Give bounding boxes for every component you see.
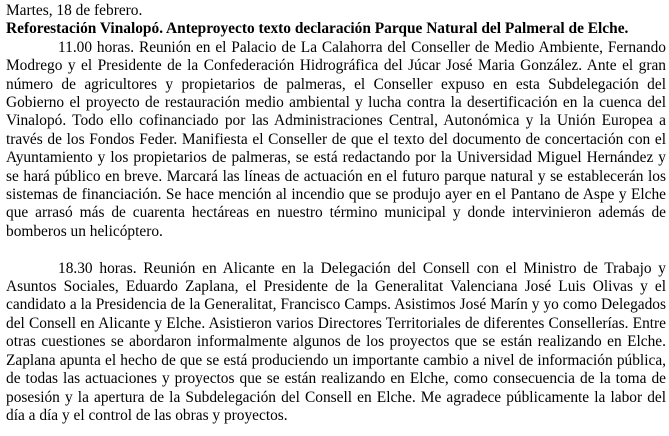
paragraph-morning-meeting: 11.00 horas. Reunión en el Palacio de La Calahorra del Conseller de Medio Ambiente, Fernando Modrego y el Presidente de la Confederación Hidrográfica del Júcar José Maria González. Ante el gran número de agricultores y propietarios de palmeras, el Conseller expuso en esta Subdelegación del Gobierno el proyecto de restauración medio ambiental y lucha contra la desertificación en la cuenca del Vinalopó. Todo ello cofinanciado por las Administraciones Central, Autonómica y la Unión Europea a través de los Fondos Feder. Manifiesta el Conseller de que el texto del documento de concertación con el Ayuntamiento y los propietarios de palmeras, se está redactando por la Universidad Miguel Hernández y se hará público en breve. Marcará las líneas de actuación en el futuro parque natural y se establecerán los sistemas de financiación. Se hace mención al incendio que se produjo ayer en el Pantano de Aspe y Elche que arrasó más de cuarenta hectáreas en nuestro término municipal y donde intervinieron además de bomberos un helicóptero. (6, 38, 666, 240)
entry-date: Martes, 18 de febrero. (6, 2, 143, 19)
document-page (6, 2, 666, 425)
entry-heading: Reforestación Vinalopó. Anteproyecto texto declaración Parque Natural del Palmeral de Elche. (6, 20, 629, 38)
paragraph-evening-meeting: 18.30 horas. Reunión en Alicante en la Delegación del Consell con el Ministro de Trabajo y Asuntos Sociales, Eduardo Zaplana, el Presidente de la Generalitat Valenciana José Luis Olivas y el candidato a la Presidencia de la Generalitat, Francisco Camps. Asistimos José Marín y yo como Delegados del Consell en Alicante y Elche. Asistieron varios Directores Territoriales de diferentes Consellerías. Entre otras cuestiones se abordaron informalmente algunos de los proyectos que se están realizando en Elche. Zaplana apunta el hecho de que se está produciendo un importante cambio a nivel de información pública, de todas las actuaciones y proyectos que se están realizando en Elche, como consecuencia de la toma de posesión y la apertura de la Subdelegación del Consell en Elche. Me agradece públicamente la labor del día a día y el control de las obras y proyectos. (6, 259, 666, 424)
paragraph-spacer (6, 241, 666, 259)
